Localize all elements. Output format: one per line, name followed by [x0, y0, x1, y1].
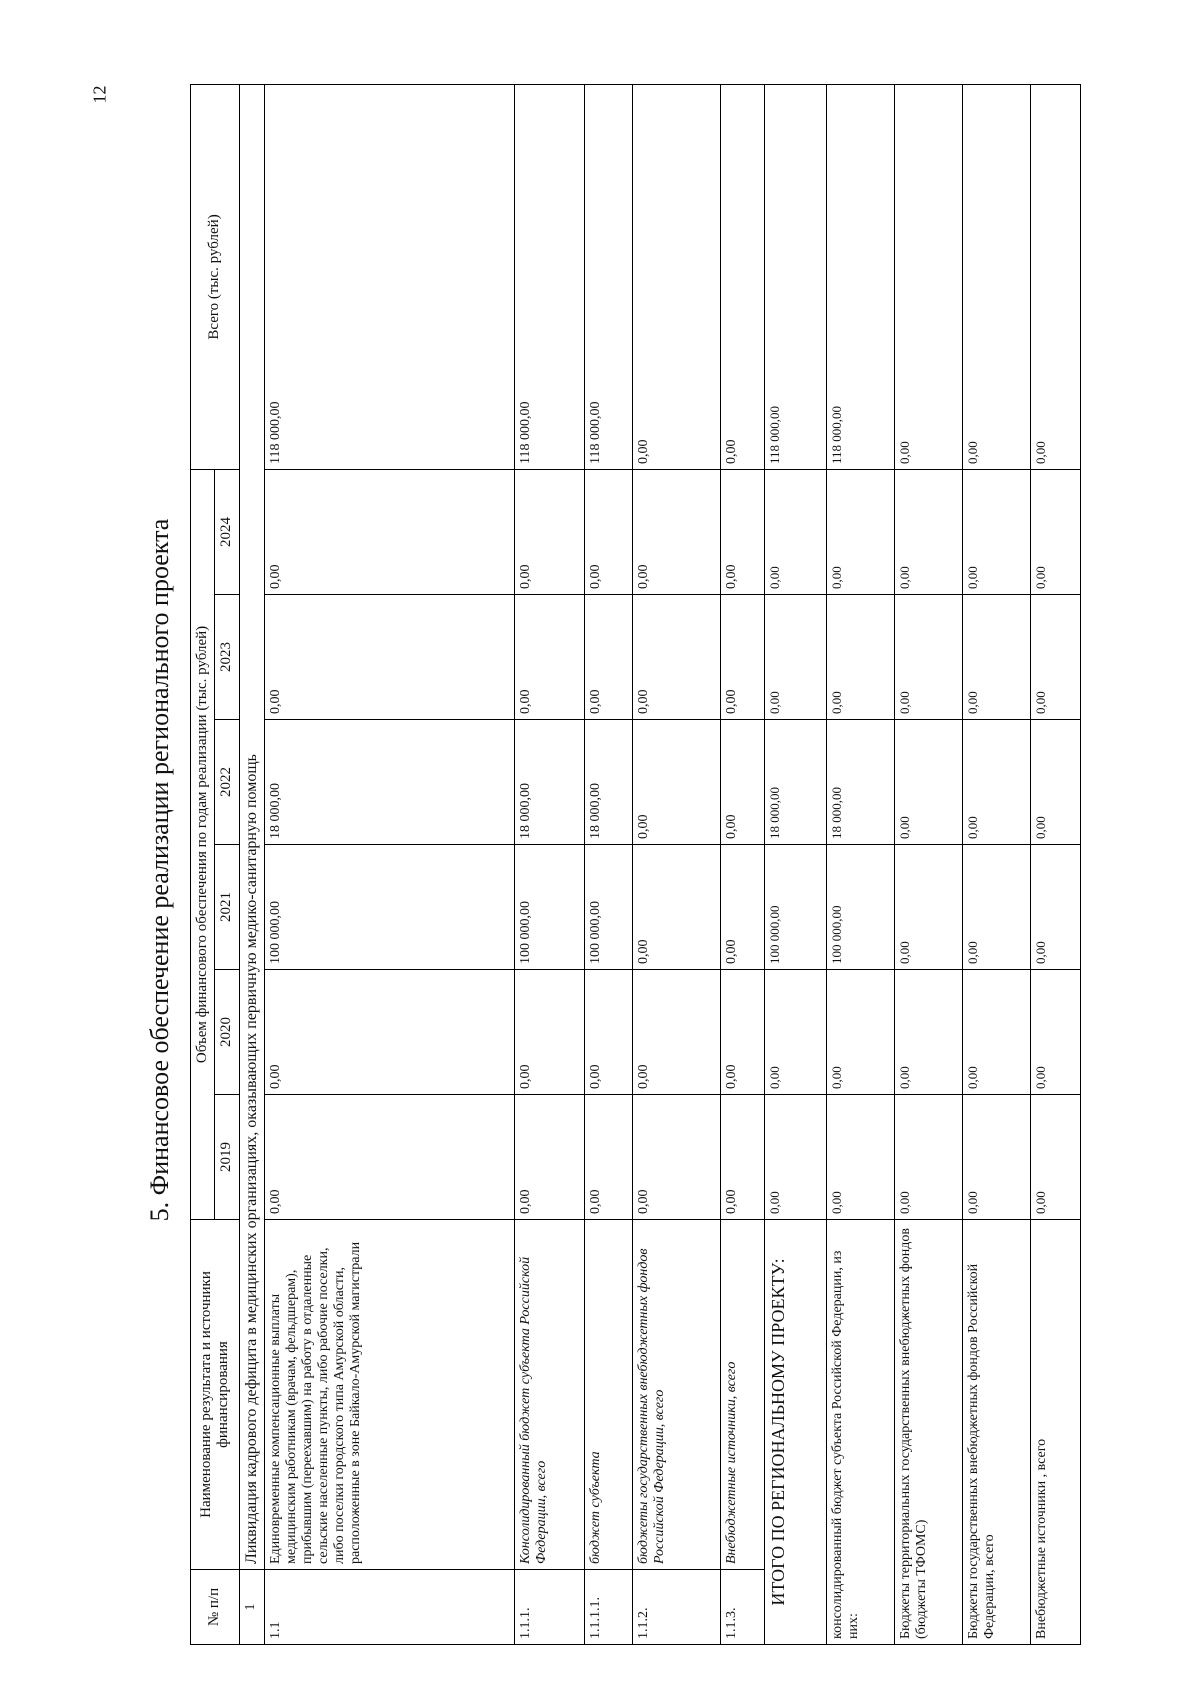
value-cell: 0,00 — [1030, 970, 1080, 1095]
value-cell: 0,00 — [584, 595, 632, 720]
table-row — [632, 84, 720, 1644]
value-cell: 0,00 — [962, 469, 1030, 594]
value-cell: 0,00 — [1030, 720, 1080, 845]
value-cell: 0,00 — [764, 970, 826, 1095]
value-cell: 0,00 — [720, 469, 764, 594]
section-row — [239, 84, 264, 1644]
value-cell: 100 000,00 — [264, 845, 514, 970]
value-cell: 18 000,00 — [264, 720, 514, 845]
value-cell: 0,00 — [632, 970, 720, 1095]
value-cell: 0,00 — [584, 1095, 632, 1220]
value-cell: 0,00 — [894, 845, 962, 970]
value-cell: 18 000,00 — [514, 720, 584, 845]
value-cell: 0,00 — [514, 1095, 584, 1220]
value-cell: 0,00 — [632, 1095, 720, 1220]
value-cell: 0,00 — [514, 469, 584, 594]
document-title: 5. Финансовое обеспечение реализации регионального проекта — [145, 518, 174, 1222]
value-cell: 0,00 — [826, 469, 894, 594]
total-cell: 118 000,00 — [264, 84, 514, 469]
value-cell: 18 000,00 — [584, 720, 632, 845]
total-cell: 118 000,00 — [584, 84, 632, 469]
header-num: № п/п — [191, 1570, 240, 1645]
row-num: 1.1.1.1. — [584, 1570, 632, 1645]
value-cell: 0,00 — [720, 720, 764, 845]
header-total: Всего (тыс. рублей) — [191, 84, 240, 469]
value-cell: 0,00 — [894, 720, 962, 845]
row-num: 1.1.3. — [720, 1570, 764, 1645]
value-cell: 100 000,00 — [514, 845, 584, 970]
value-cell: 0,00 — [1030, 469, 1080, 594]
value-cell: 0,00 — [764, 1095, 826, 1220]
value-cell: 0,00 — [720, 845, 764, 970]
value-cell: 0,00 — [764, 469, 826, 594]
value-cell: 0,00 — [962, 595, 1030, 720]
total-cell: 118 000,00 — [826, 84, 894, 469]
row-name: Внебюджетные источники, всего — [720, 1220, 764, 1570]
value-cell: 0,00 — [584, 970, 632, 1095]
value-cell: 0,00 — [894, 595, 962, 720]
page-number: 12 — [89, 85, 110, 104]
header-year: 2023 — [215, 595, 239, 720]
value-cell: 0,00 — [764, 595, 826, 720]
total-row — [764, 84, 826, 1644]
value-cell: 0,00 — [962, 845, 1030, 970]
total-cell: 0,00 — [962, 84, 1030, 469]
value-cell: 0,00 — [894, 469, 962, 594]
value-cell: 0,00 — [632, 720, 720, 845]
value-cell: 0,00 — [1030, 845, 1080, 970]
value-cell: 0,00 — [962, 970, 1030, 1095]
value-cell: 0,00 — [632, 595, 720, 720]
value-cell: 0,00 — [962, 720, 1030, 845]
value-cell: 0,00 — [962, 1095, 1030, 1220]
value-cell: 18 000,00 — [826, 720, 894, 845]
header-name: Наименование результата и источники финансирования — [191, 1220, 240, 1570]
summary-row — [962, 84, 1030, 1644]
financing-table — [190, 84, 1081, 1645]
value-cell: 0,00 — [826, 970, 894, 1095]
value-cell: 0,00 — [826, 1095, 894, 1220]
header-year: 2024 — [215, 469, 239, 594]
value-cell: 0,00 — [720, 970, 764, 1095]
row-name: бюджеты государственных внебюджетных фондов Российской Федерации, всего — [632, 1220, 720, 1570]
header-year: 2019 — [215, 1095, 239, 1220]
total-cell: 0,00 — [632, 84, 720, 469]
value-cell: 0,00 — [632, 469, 720, 594]
value-cell: 18 000,00 — [764, 720, 826, 845]
value-cell: 0,00 — [584, 469, 632, 594]
total-row-label: ИТОГО ПО РЕГИОНАЛЬНОМУ ПРОЕКТУ: — [764, 1220, 826, 1645]
value-cell: 0,00 — [632, 845, 720, 970]
summary-row-label: Внебюджетные источники , всего — [1030, 1220, 1080, 1645]
value-cell: 0,00 — [1030, 595, 1080, 720]
summary-row-label: консолидированный бюджет субъекта Российской Федерации, из них: — [826, 1220, 894, 1645]
value-cell: 0,00 — [264, 595, 514, 720]
summary-row-label: Бюджеты государственных внебюджетных фондов Российской Федерации, всего — [962, 1220, 1030, 1645]
table-row — [514, 84, 584, 1644]
row-name: Консолидированный бюджет субъекта Российской Федерации, всего — [514, 1220, 584, 1570]
value-cell: 0,00 — [264, 1095, 514, 1220]
row-num: 1.1.2. — [632, 1570, 720, 1645]
table-row — [584, 84, 632, 1644]
value-cell: 0,00 — [894, 970, 962, 1095]
summary-row — [1030, 84, 1080, 1644]
value-cell: 100 000,00 — [826, 845, 894, 970]
summary-row-label: Бюджеты территориальных государственных внебюджетных фондов (бюджеты ТФОМС) — [894, 1220, 962, 1645]
summary-row — [826, 84, 894, 1644]
total-cell: 0,00 — [894, 84, 962, 469]
value-cell: 0,00 — [894, 1095, 962, 1220]
row-num: 1.1.1. — [514, 1570, 584, 1645]
value-cell: 100 000,00 — [584, 845, 632, 970]
header-row — [191, 84, 215, 1644]
row-name: Единовременные компенсационные выплаты медицинским работникам (врачам, фельдшерам), прибывшим (переехавшим) на работу в отдаленные сельские населенные пункты, либо рабочие поселки, либо поселки городского типа Амурской области, расположенные в зоне Байкало-Амурской магистрали — [264, 1220, 514, 1570]
header-year: 2020 — [215, 970, 239, 1095]
row-name: бюджет субъекта — [584, 1220, 632, 1570]
value-cell: 0,00 — [264, 970, 514, 1095]
section-num: 1 — [239, 1570, 264, 1645]
rotated-page-content — [140, 70, 1200, 1670]
total-cell: 118 000,00 — [764, 84, 826, 469]
value-cell: 0,00 — [514, 970, 584, 1095]
value-cell: 0,00 — [264, 469, 514, 594]
value-cell: 0,00 — [826, 595, 894, 720]
summary-row — [894, 84, 962, 1644]
value-cell: 0,00 — [720, 1095, 764, 1220]
table-row — [720, 84, 764, 1644]
total-cell: 0,00 — [1030, 84, 1080, 469]
header-year: 2021 — [215, 845, 239, 970]
table-row — [264, 84, 514, 1644]
section-text: Ликвидация кадрового дефицита в медицинских организациях, оказывающих первичную медико-санитарную помощь — [239, 84, 264, 1569]
value-cell: 0,00 — [720, 595, 764, 720]
row-num: 1.1 — [264, 1570, 514, 1645]
total-cell: 118 000,00 — [514, 84, 584, 469]
value-cell: 0,00 — [514, 595, 584, 720]
header-year: 2022 — [215, 720, 239, 845]
total-cell: 0,00 — [720, 84, 764, 469]
value-cell: 100 000,00 — [764, 845, 826, 970]
header-volume: Объем финансового обеспечения по годам реализации (тыс. рублей) — [191, 469, 215, 1219]
value-cell: 0,00 — [1030, 1095, 1080, 1220]
